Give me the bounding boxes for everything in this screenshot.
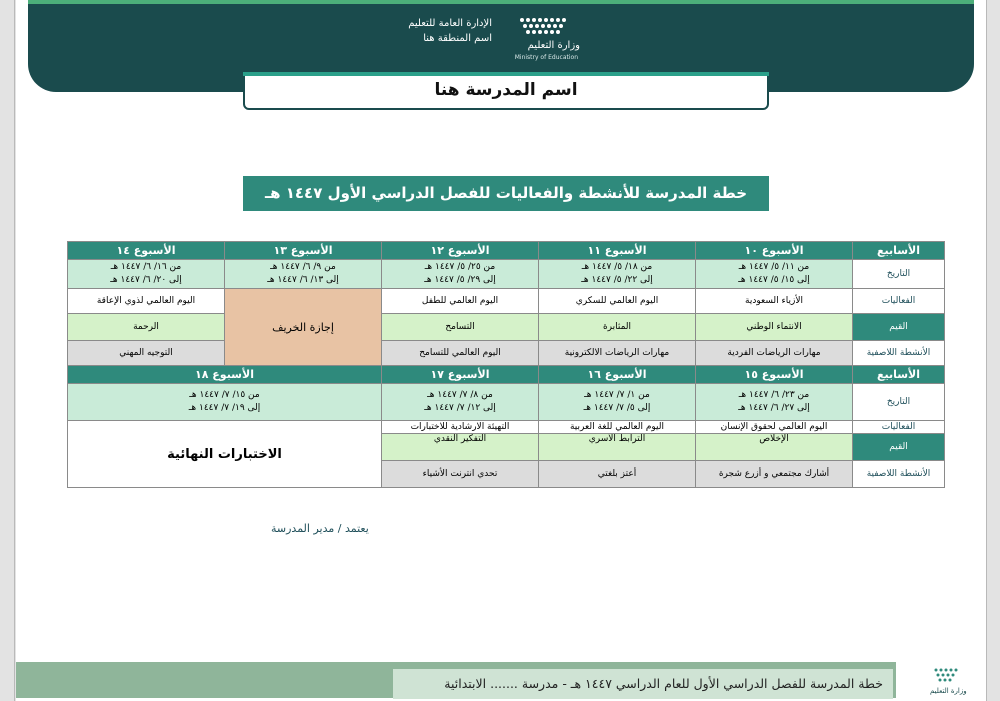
date-cell xyxy=(696,260,853,289)
value-cell: الإخلاص xyxy=(696,434,853,461)
ministry-name: وزارة التعليم xyxy=(527,40,580,51)
value-cell: الانتماء الوطني xyxy=(696,314,853,341)
date-from: من ٢٣/ ٦/ ١٤٤٧ هـ xyxy=(738,390,810,400)
principal-signature-label: يعتمد / مدير المدرسة xyxy=(271,522,369,535)
admin-line: الإدارة العامة للتعليم xyxy=(408,18,492,29)
week-header: الأسبوع ١٨ xyxy=(68,366,382,384)
date-from: من ١٦/ ٦/ ١٤٤٧ هـ xyxy=(110,262,182,272)
event-cell: اليوم العالمي للطفل xyxy=(382,289,539,314)
date-to: إلى ٢٢/ ٥/ ١٤٤٧ هـ xyxy=(581,275,653,285)
date-cell xyxy=(696,384,853,421)
date-label: التاريخ xyxy=(853,384,945,421)
week-header: الأسبوع ١٣ xyxy=(225,242,382,260)
date-to: إلى ٢٧/ ٦/ ١٤٤٧ هـ xyxy=(738,403,810,413)
nonclass-cell: أشارك مجتمعي و أزرع شجرة xyxy=(696,461,853,488)
value-cell: التسامح xyxy=(382,314,539,341)
week-header: الأسبوع ١٦ xyxy=(539,366,696,384)
event-cell: اليوم العالمي لذوي الإعاقة xyxy=(68,289,225,314)
week-header: الأسبوع ١٢ xyxy=(382,242,539,260)
date-cell xyxy=(225,260,382,289)
date-cell xyxy=(68,260,225,289)
event-cell: اليوم العالمي للسكري xyxy=(539,289,696,314)
nonclass-cell: مهارات الرياضات الالكترونية xyxy=(539,341,696,366)
final-exams-cell: الاختبارات النهائية xyxy=(68,421,382,488)
table-row xyxy=(68,384,945,421)
value-cell: المثابرة xyxy=(539,314,696,341)
event-cell: التهيئة الارشادية للاختبارات xyxy=(382,421,539,434)
table-row xyxy=(68,242,945,260)
date-from: من ٩/ ٦/ ١٤٤٧ هـ xyxy=(270,262,336,272)
plan-title: خطة المدرسة للأنشطة والفعاليات للفصل الدراسي الأول ١٤٤٧ هـ xyxy=(243,176,769,211)
date-from: من ٨/ ٧/ ١٤٤٧ هـ xyxy=(427,390,493,400)
nonclass-cell: اليوم العالمي للتسامح xyxy=(382,341,539,366)
table-row xyxy=(68,341,945,366)
table-row xyxy=(68,421,945,434)
value-cell: الترابط الأسري xyxy=(539,434,696,461)
footer-logo-text: وزارة التعليم xyxy=(930,687,967,695)
date-to: إلى ٥/ ٧/ ١٤٤٧ هـ xyxy=(583,403,651,413)
date-label: التاريخ xyxy=(853,260,945,289)
date-from: من ١١/ ٥/ ١٤٤٧ هـ xyxy=(738,262,810,272)
date-from: من ٢٥/ ٥/ ١٤٤٧ هـ xyxy=(424,262,496,272)
table-row xyxy=(68,260,945,289)
activities-plan-table xyxy=(67,241,945,488)
week-header: الأسبوع ١١ xyxy=(539,242,696,260)
header-admin-text xyxy=(408,16,492,46)
date-to: إلى ٢٠/ ٦/ ١٤٤٧ هـ xyxy=(110,275,182,285)
page-edge-right xyxy=(986,0,987,701)
event-cell: الأزياء السعودية xyxy=(696,289,853,314)
week-header: الأسبوع ١٤ xyxy=(68,242,225,260)
week-header: الأسبوع ١٧ xyxy=(382,366,539,384)
header-accent-strip xyxy=(28,0,974,4)
school-name-banner: اسم المدرسة هنا xyxy=(243,72,769,110)
weeks-label: الأسابيع xyxy=(853,366,945,384)
date-cell xyxy=(539,384,696,421)
nonclass-cell: التوجيه المهني xyxy=(68,341,225,366)
date-cell xyxy=(382,260,539,289)
date-cell xyxy=(68,384,382,421)
week-header: الأسبوع ١٥ xyxy=(696,366,853,384)
date-to: إلى ١٢/ ٧/ ١٤٤٧ هـ xyxy=(424,403,496,413)
date-cell xyxy=(539,260,696,289)
footer-text: خطة المدرسة للفصل الدراسي الأول للعام الدراسي ١٤٤٧ هـ - مدرسة ....... الابتدائية xyxy=(393,669,893,699)
table-row xyxy=(68,289,945,314)
nonclass-cell: مهارات الرياضات الفردية xyxy=(696,341,853,366)
page-edge-left xyxy=(14,0,15,701)
weeks-label: الأسابيع xyxy=(853,242,945,260)
value-cell: التفكير النقدي xyxy=(382,434,539,461)
date-to: إلى ١٥/ ٥/ ١٤٤٧ هـ xyxy=(738,275,810,285)
date-to: إلى ١٩/ ٧/ ١٤٤٧ هـ xyxy=(188,403,261,413)
events-label: الفعاليات xyxy=(853,289,945,314)
events-label: الفعاليات xyxy=(853,421,945,434)
date-to: إلى ١٣/ ٦/ ١٤٤٧ هـ xyxy=(267,275,339,285)
date-cell xyxy=(382,384,539,421)
nonclass-cell: أعتز بلغتي xyxy=(539,461,696,488)
table-row xyxy=(68,314,945,341)
nonclass-label: الأنشطة اللاصفية xyxy=(853,461,945,488)
date-from: من ١/ ٧/ ١٤٤٧ هـ xyxy=(584,390,650,400)
date-to: إلى ٢٩/ ٥/ ١٤٤٧ هـ xyxy=(424,275,496,285)
week-header: الأسبوع ١٠ xyxy=(696,242,853,260)
ministry-logo-icon xyxy=(910,664,984,688)
value-cell: الرحمة xyxy=(68,314,225,341)
page-margin-right xyxy=(986,0,1000,701)
event-cell: اليوم العالمي للغة العربية xyxy=(539,421,696,434)
values-label: القيم xyxy=(853,434,945,461)
event-cell: اليوم العالمي لحقوق الإنسان xyxy=(696,421,853,434)
date-from: من ١٨/ ٥/ ١٤٤٧ هـ xyxy=(581,262,653,272)
ministry-name-en: Ministry of Education xyxy=(514,54,578,61)
nonclass-label: الأنشطة اللاصفية xyxy=(853,341,945,366)
date-from: من ١٥/ ٧/ ١٤٤٧ هـ xyxy=(189,390,260,400)
nonclass-cell: تحدي انترنت الأشياء xyxy=(382,461,539,488)
region-line: اسم المنطقة هنا xyxy=(423,33,492,44)
values-label: القيم xyxy=(853,314,945,341)
table-row xyxy=(68,366,945,384)
autumn-holiday-cell: إجازة الخريف xyxy=(225,289,382,366)
